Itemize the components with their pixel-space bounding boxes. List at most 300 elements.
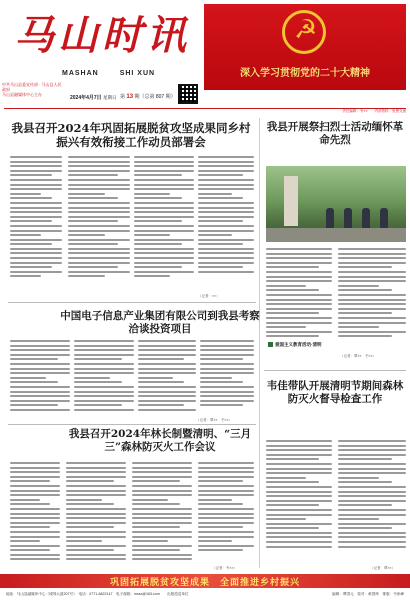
text-line: [338, 454, 406, 456]
text-line: [10, 467, 60, 469]
text-line: [266, 257, 332, 259]
article-1-title[interactable]: 我县召开2024年巩固拓展脱贫攻坚成果同乡村振兴有效衔接工作动员部署会: [11, 121, 251, 150]
text-line: [132, 549, 180, 551]
text-line: [132, 476, 192, 478]
text-line: [198, 234, 232, 236]
text-line: [266, 271, 332, 273]
text-line: [138, 391, 196, 393]
text-line: [10, 513, 60, 515]
text-line: [138, 349, 196, 351]
text-line: [266, 486, 332, 488]
text-line: [198, 179, 254, 181]
text-line: [134, 275, 170, 277]
text-line: [198, 522, 254, 524]
text-line: [200, 349, 254, 351]
text-line: [266, 276, 332, 278]
article-1-body-col-4: [198, 156, 254, 275]
article-1-body-col-2: [68, 156, 130, 280]
text-line: [68, 275, 105, 277]
text-line: [338, 317, 406, 319]
text-line: [10, 531, 60, 533]
text-line: [66, 480, 114, 482]
pinyin-right: SHI XUN: [119, 70, 156, 77]
text-line: [338, 445, 406, 447]
text-line: [66, 494, 126, 496]
issue-date: [70, 94, 116, 101]
text-line: [132, 503, 180, 505]
text-line: [138, 358, 184, 360]
text-line: [134, 179, 194, 181]
article-5-title[interactable]: 韦佳带队开展清明节期间森林防灭火督导检查工作: [266, 380, 404, 406]
text-line: [266, 262, 332, 264]
text-line: [266, 500, 332, 502]
text-line: [132, 467, 192, 469]
text-line: [266, 472, 332, 474]
text-line: [134, 257, 194, 259]
text-line: [266, 504, 319, 506]
article-5-body-col-2: [338, 440, 406, 550]
text-line: [68, 257, 130, 259]
text-line: [198, 266, 243, 268]
text-line: [198, 248, 254, 250]
text-line: [200, 377, 232, 379]
text-line: [66, 508, 126, 510]
memorial-photo[interactable]: [266, 166, 406, 242]
theme-label: 爱国主义教育活动·清明: [268, 342, 322, 348]
text-line: [134, 271, 194, 273]
text-line: [132, 522, 192, 524]
text-line: [66, 522, 126, 524]
text-line: [66, 462, 126, 464]
text-line: [66, 545, 126, 547]
text-line: [10, 220, 52, 222]
column-divider: [259, 118, 260, 568]
text-line: [10, 179, 62, 181]
text-line: [74, 409, 134, 411]
text-line: [338, 532, 406, 534]
text-line: [66, 503, 114, 505]
text-line: [74, 377, 110, 379]
text-line: [132, 480, 180, 482]
text-line: [198, 476, 254, 478]
text-line: [68, 252, 130, 254]
text-line: [200, 386, 254, 388]
text-line: [138, 340, 196, 342]
text-line: [338, 468, 406, 470]
text-line: [266, 326, 306, 328]
text-line: [198, 549, 243, 551]
text-line: [198, 467, 254, 469]
footer-contact: 地址：马山县融媒体中心（城郊大道207号） 电话：0771-6822147 电子邮箱：mssx@163.com 出版投送单位: [6, 592, 189, 596]
text-line: [66, 549, 114, 551]
text-line: [266, 253, 332, 255]
text-line: [10, 349, 70, 351]
issue-suffix: 期（总第 807 期）: [134, 94, 176, 100]
text-line: [66, 536, 126, 538]
article-3-body-col-1: [10, 462, 60, 563]
edition-meta: 责任编辑：韦×× 内部资料 免费交流: [342, 109, 406, 113]
text-line: [200, 400, 254, 402]
text-line: [266, 335, 319, 337]
text-line: [266, 449, 332, 451]
text-line: [68, 248, 130, 250]
person-figure: [326, 208, 334, 228]
text-line: [134, 165, 194, 167]
text-line: [198, 193, 232, 195]
text-line: [266, 509, 332, 511]
text-line: [338, 486, 406, 488]
text-line: [198, 170, 254, 172]
text-line: [266, 308, 332, 310]
text-line: [10, 526, 50, 528]
text-line: [200, 368, 254, 370]
publisher-line-1: 中共马山县委宣传部 · 马山县人民政府: [2, 82, 62, 92]
article-1-body-col-1: [10, 156, 62, 280]
newspaper-title: 马山时讯: [14, 12, 190, 59]
banner-slogan: 深入学习贯彻党的二十大精神: [240, 68, 370, 79]
text-line: [68, 184, 130, 186]
text-line: [266, 481, 319, 483]
text-line: [200, 404, 243, 406]
text-line: [10, 243, 52, 245]
text-line: [68, 225, 130, 227]
text-line: [338, 440, 406, 442]
text-line: [10, 211, 62, 213]
text-line: [10, 271, 62, 273]
text-line: [10, 225, 62, 227]
text-line: [266, 523, 332, 525]
text-line: [266, 495, 332, 497]
text-line: [134, 202, 194, 204]
text-line: [132, 508, 192, 510]
text-line: [198, 184, 254, 186]
text-line: [198, 531, 254, 533]
text-line: [198, 188, 254, 190]
text-line: [134, 230, 194, 232]
text-line: [138, 368, 196, 370]
text-line: [10, 554, 60, 556]
text-line: [10, 184, 62, 186]
text-line: [10, 549, 50, 551]
text-line: [266, 491, 332, 493]
text-line: [68, 165, 130, 167]
text-line: [198, 471, 254, 473]
text-line: [10, 522, 60, 524]
text-line: [338, 514, 406, 516]
text-line: [68, 156, 130, 158]
text-line: [266, 518, 306, 520]
text-line: [10, 409, 70, 411]
text-line: [138, 345, 196, 347]
text-line: [198, 462, 254, 464]
text-line: [10, 161, 62, 163]
text-line: [198, 197, 243, 199]
text-line: [134, 207, 194, 209]
text-line: [68, 161, 130, 163]
text-line: [138, 363, 196, 365]
text-line: [198, 513, 254, 515]
text-line: [200, 358, 243, 360]
text-line: [10, 381, 58, 383]
publisher-line-2: 马山县融媒体中心主办: [2, 92, 42, 97]
text-line: [200, 395, 254, 397]
text-line: [134, 262, 194, 264]
text-line: [266, 454, 332, 456]
text-line: [134, 243, 182, 245]
text-line: [10, 499, 40, 501]
publisher-info: [2, 82, 62, 97]
text-line: [338, 500, 406, 502]
text-line: [198, 508, 254, 510]
text-line: [10, 354, 70, 356]
text-line: [10, 156, 62, 158]
text-line: [134, 248, 194, 250]
text-line: [338, 248, 406, 250]
text-line: [266, 440, 332, 442]
text-line: [198, 517, 254, 519]
text-line: [338, 509, 406, 511]
text-line: [134, 170, 194, 172]
text-line: [10, 340, 70, 342]
text-line: [134, 220, 182, 222]
text-line: [74, 391, 134, 393]
text-line: [198, 220, 243, 222]
text-line: [68, 179, 130, 181]
text-line: [66, 517, 126, 519]
text-line: [198, 485, 254, 487]
text-line: [198, 262, 254, 264]
text-line: [66, 485, 126, 487]
text-line: [338, 303, 406, 305]
article-3-body-col-3: [132, 462, 192, 563]
text-line: [266, 294, 332, 296]
pinyin-left: MASHAN: [62, 70, 99, 77]
text-line: [338, 495, 406, 497]
text-line: [68, 243, 118, 245]
text-line: [198, 526, 243, 528]
text-line: [66, 467, 126, 469]
text-line: [74, 354, 134, 356]
text-line: [266, 248, 332, 250]
text-line: [266, 527, 319, 529]
text-line: [68, 193, 105, 195]
text-line: [10, 517, 60, 519]
text-line: [134, 193, 170, 195]
article-2-body-col-3: [138, 340, 196, 414]
text-line: [134, 197, 182, 199]
text-line: [338, 541, 406, 543]
text-line: [74, 363, 134, 365]
article-4-body-col-2: [338, 248, 406, 340]
text-line: [338, 280, 406, 282]
footer-banner: [0, 574, 410, 588]
text-line: [10, 230, 62, 232]
text-line: [132, 536, 192, 538]
text-line: [200, 391, 254, 393]
article-4-title[interactable]: 我县开展祭扫烈士活动缅怀革命先烈: [266, 121, 404, 147]
text-line: [74, 358, 122, 360]
text-line: [338, 458, 392, 460]
text-line: [134, 161, 194, 163]
monument-shape: [284, 176, 298, 226]
text-line: [66, 490, 126, 492]
text-line: [198, 503, 243, 505]
footer-slogan: 巩固拓展脱贫攻坚成果 全面推进乡村振兴: [109, 578, 300, 588]
text-line: [132, 462, 192, 464]
text-line: [10, 193, 41, 195]
text-line: [10, 266, 52, 268]
text-line: [10, 248, 62, 250]
text-line: [266, 280, 332, 282]
text-line: [200, 354, 254, 356]
text-line: [132, 526, 180, 528]
article-3-credit: （记者：韦××）: [212, 566, 238, 570]
person-figure: [344, 208, 352, 228]
text-line: [10, 494, 60, 496]
text-line: [138, 386, 196, 388]
text-line: [10, 503, 50, 505]
text-line: [66, 476, 126, 478]
text-line: [338, 491, 406, 493]
text-line: [10, 395, 70, 397]
text-line: [132, 494, 192, 496]
text-line: [138, 404, 184, 406]
article-1-body-col-3: [134, 156, 194, 280]
text-line: [138, 395, 196, 397]
text-line: [68, 202, 130, 204]
issue-number: [120, 93, 176, 100]
text-line: [266, 312, 319, 314]
issue-prefix: 第: [120, 94, 126, 100]
text-line: [10, 536, 60, 538]
text-line: [10, 174, 52, 176]
text-line: [266, 322, 332, 324]
text-line: [68, 207, 130, 209]
text-line: [338, 527, 392, 529]
text-line: [66, 554, 126, 556]
text-line: [338, 504, 392, 506]
text-line: [74, 368, 134, 370]
text-line: [74, 381, 122, 383]
text-line: [68, 239, 130, 241]
text-line: [266, 303, 332, 305]
text-line: [132, 471, 192, 473]
article-4-credit: （记者：覃×× 韦××）: [340, 354, 377, 358]
text-line: [338, 449, 406, 451]
text-line: [132, 499, 168, 501]
text-line: [198, 490, 254, 492]
text-line: [338, 253, 406, 255]
issue-number-value: 13: [126, 94, 134, 100]
text-line: [10, 202, 62, 204]
article-3-title[interactable]: 我县召开2024年林长制暨清明、“三月三”森林防灭火工作会议: [68, 428, 252, 454]
text-line: [10, 540, 40, 542]
text-line: [66, 471, 126, 473]
text-line: [68, 188, 130, 190]
text-line: [134, 234, 170, 236]
text-line: [266, 514, 332, 516]
text-line: [198, 243, 243, 245]
footer-info: [0, 590, 410, 600]
text-line: [266, 541, 332, 543]
text-line: [68, 220, 118, 222]
ground-shape: [266, 228, 406, 242]
text-line: [10, 476, 60, 478]
party-emblem-icon: [282, 10, 326, 54]
text-line: [10, 372, 70, 374]
text-line: [266, 477, 306, 479]
text-line: [138, 400, 196, 402]
text-line: [138, 377, 173, 379]
text-line: [200, 381, 243, 383]
text-line: [198, 174, 243, 176]
text-line: [68, 197, 118, 199]
article-2-title[interactable]: 中国电子信息产业集团有限公司到我县考察洽谈投资项目: [60, 310, 260, 336]
text-line: [134, 225, 194, 227]
text-line: [266, 468, 332, 470]
text-line: [66, 540, 102, 542]
text-line: [198, 545, 254, 547]
text-line: [10, 257, 62, 259]
text-line: [338, 335, 392, 337]
text-line: [68, 262, 130, 264]
text-line: [338, 322, 406, 324]
text-line: [266, 317, 332, 319]
text-line: [338, 276, 406, 278]
article-5-body-col-1: [266, 440, 332, 550]
article-2-divider: [8, 424, 256, 425]
text-line: [134, 252, 194, 254]
text-line: [134, 211, 194, 213]
text-line: [266, 532, 332, 534]
text-line: [74, 340, 134, 342]
article-2-body-col-1: [10, 340, 70, 414]
qr-code-icon[interactable]: [178, 84, 198, 104]
text-line: [134, 156, 194, 158]
text-line: [132, 490, 192, 492]
text-line: [266, 331, 332, 333]
text-line: [66, 531, 126, 533]
text-line: [132, 531, 192, 533]
text-line: [10, 216, 62, 218]
weekday-text: 星期日: [102, 95, 117, 100]
text-line: [134, 174, 182, 176]
text-line: [132, 554, 192, 556]
text-line: [266, 285, 306, 287]
text-line: [338, 262, 406, 264]
text-line: [10, 262, 62, 264]
text-line: [198, 499, 232, 501]
text-line: [10, 197, 52, 199]
text-line: [200, 345, 254, 347]
text-line: [338, 481, 392, 483]
text-line: [10, 400, 70, 402]
text-line: [68, 170, 130, 172]
article-1-divider: [8, 302, 256, 303]
text-line: [66, 499, 102, 501]
article-2-body-col-2: [74, 340, 134, 414]
text-line: [198, 230, 254, 232]
text-line: [338, 472, 406, 474]
text-line: [10, 386, 70, 388]
text-line: [10, 391, 70, 393]
text-line: [266, 289, 319, 291]
text-line: [198, 271, 254, 273]
text-line: [266, 458, 319, 460]
text-line: [10, 485, 60, 487]
text-line: [198, 540, 232, 542]
text-line: [198, 257, 254, 259]
